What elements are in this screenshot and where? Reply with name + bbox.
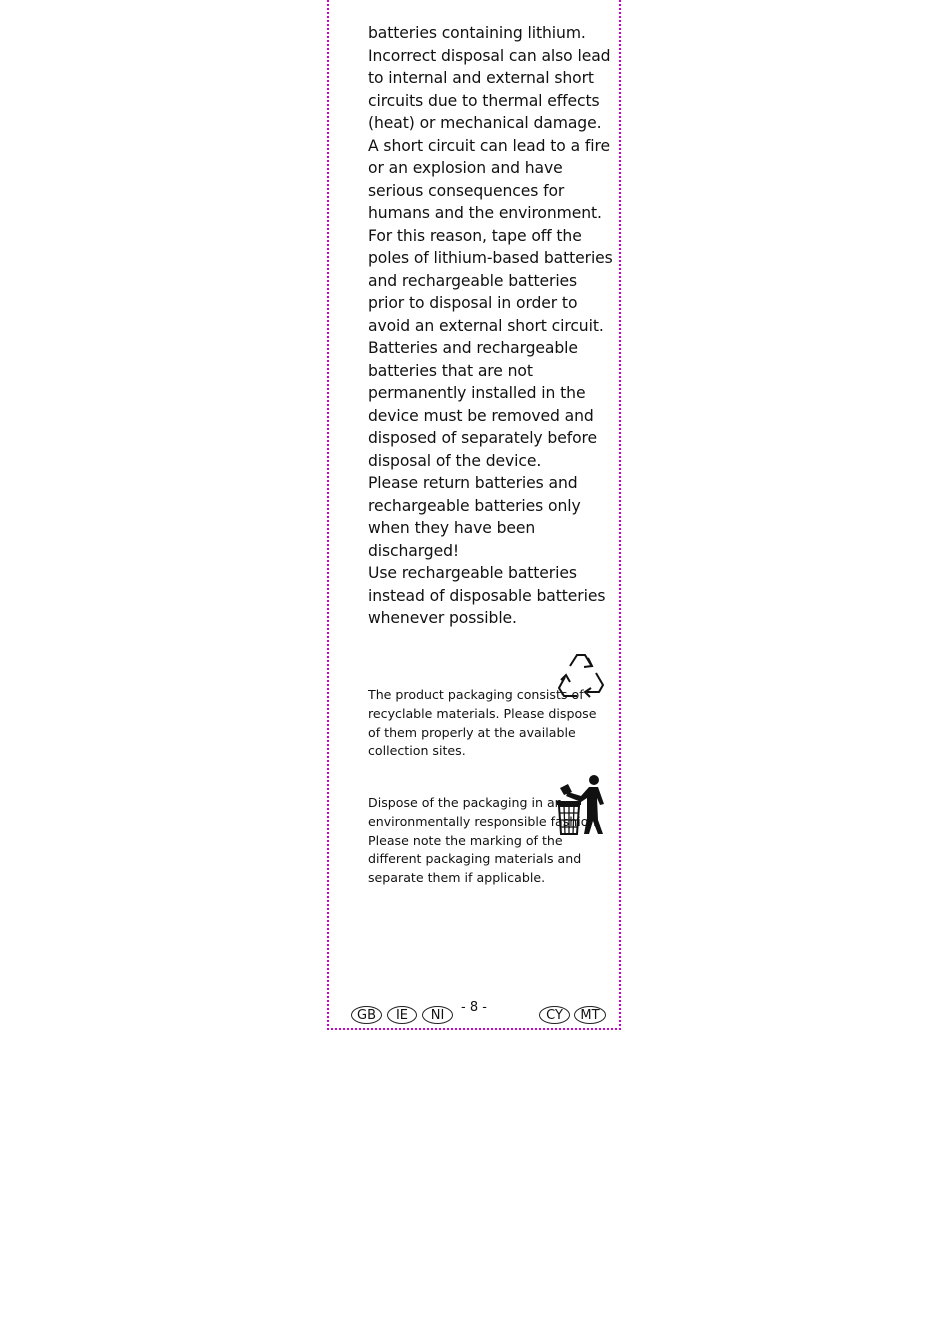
country-badge-ni: NI [422, 1006, 453, 1024]
page-number: - 8 - [461, 1000, 487, 1015]
country-badge-mt: MT [574, 1006, 606, 1024]
country-badge-ie: IE [387, 1006, 417, 1024]
disposal-text: Dispose of the packaging in an environmentally responsible fashion. Please note the marking of the different packaging materials and separate them if applicable. [368, 795, 601, 886]
country-badge-gb: GB [351, 1006, 382, 1024]
body-paragraph: Use rechargeable batteries instead of disposable batteries whenever possible. [368, 564, 606, 627]
body-paragraph: Batteries and rechargeable batteries that are not permanently installed in the device must be removed and disposed of separately before disposal of the device. [368, 339, 598, 470]
body-paragraph: Please return batteries and rechargeable batteries only when they have been discharged! [368, 474, 581, 560]
battery-disposal-text [368, 22, 613, 630]
country-badge-cy: CY [539, 1006, 570, 1024]
recycling-text: The product packaging consists of recyclable materials. Please dispose of them properly at the available collection sites. [368, 687, 597, 759]
body-paragraph: For this reason, tape off the poles of lithium-based batteries and rechargeable batteries prior to disposal in order to avoid an external short circuit. [368, 226, 613, 335]
body-paragraph: batteries containing lithium. Incorrect disposal can also lead to internal and external short circuits due to thermal effects (heat) or mechanical damage. A short circuit can lead to a fire or an explosion and have serious consequences for humans and the environment. [368, 24, 611, 222]
